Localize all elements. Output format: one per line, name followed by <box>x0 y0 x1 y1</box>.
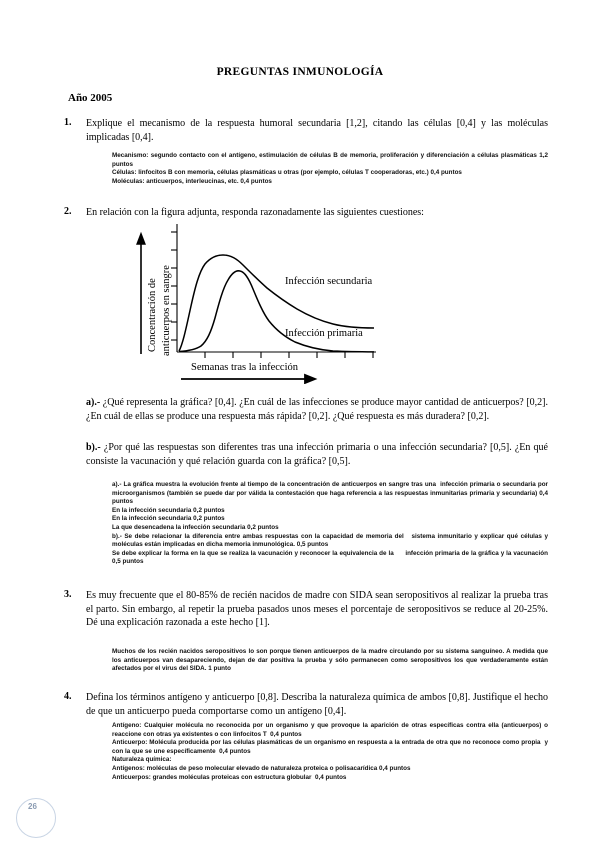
question-4 <box>64 691 548 718</box>
page-number-badge <box>16 798 56 838</box>
question-3-number: 3. <box>64 589 72 600</box>
question-2-part-a <box>86 396 548 423</box>
question-1-statement: Explique el mecanismo de la respuesta humoral secundaria [1,2], citando las células [0,4] y las moléculas implicadas [0,4]. <box>86 118 548 143</box>
question-2-part-b <box>86 441 548 468</box>
question-4-answer-key <box>112 722 548 782</box>
question-2-answer-key <box>112 481 548 567</box>
answer-line: Moléculas: anticuerpos, interleucinas, etc. 0,4 puntos <box>112 177 272 185</box>
y-axis-arrow <box>137 234 145 354</box>
question-2a-text: ¿Qué representa la gráfica? [0,4]. ¿En cuál de las infecciones se produce mayor cantidad de anticuerpos? [0,2]. ¿En cuál de ellas se produce una respuesta más rápida? [0,2]. ¿Qué respuesta es más duradera? [0,2]. <box>86 397 548 422</box>
answer-line: Antígeno: Cualquier molécula no reconocida por un organismo y que provoque la aparición de otras específicas contra ella (anticuerpos) o reaccione con otras ya existentes o con linfocitos T 0,4 puntos <box>112 722 550 738</box>
answer-line: Muchos de los recién nacidos seropositivos lo son porque tienen anticuerpos de la madre circulando por su sistema sanguíneo. A medida que los anticuerpos van desapareciendo, dejan de dar positiva la prueba y sólo permanecen como seropositivos los que verdaderamente están afectados por el virus del SIDA. 1 punto <box>112 648 550 673</box>
question-4-number: 4. <box>64 691 72 702</box>
x-axis-arrow <box>181 375 315 383</box>
question-1 <box>64 117 548 144</box>
answer-line: En la infección secundaria 0,2 puntos <box>112 506 225 514</box>
annotation-primary-infection: Infección primaria <box>285 328 363 339</box>
immune-response-chart <box>133 224 433 384</box>
question-2 <box>64 206 548 220</box>
question-2-number: 2. <box>64 206 72 217</box>
answer-line: Se debe explicar la forma en la que se realiza la vacunación y reconocer la equivalencia de la infección primaria de la gráfica y la vacunación 0,5 puntos <box>112 549 550 566</box>
answer-line: En la infección secundaria 0,2 puntos <box>112 515 225 523</box>
answer-line: Células: linfocitos B con memoria, células plasmáticas u otras (por ejemplo, células T cooperadoras, etc.) 0,4 puntos <box>112 169 462 177</box>
answer-line: Antígenos: moléculas de peso molecular elevado de naturaleza proteica o polisacarídica 0,4 puntos <box>112 764 411 772</box>
question-2a-label: a).- <box>86 397 101 408</box>
question-3-statement: Es muy frecuente que el 80-85% de recién nacidos de madre con SIDA sean seropositivos al realizar la prueba tras el parto. Sin embargo, al repetir la prueba pasados unos meses el porcentaje de seropositivos se reduce al 20-25%. Dé una explicación razonada a este hecho [1]. <box>86 590 548 628</box>
year-heading: Año 2005 <box>68 92 113 104</box>
y-axis-label-line1: Concentración de <box>147 278 158 352</box>
question-3 <box>64 589 548 630</box>
answer-line: Anticuerpos: grandes moléculas proteicas con estructura globular 0,4 puntos <box>112 773 347 781</box>
question-1-answer-key <box>112 152 548 186</box>
question-2b-label: b).- <box>86 442 101 453</box>
answer-line: a).- La gráfica muestra la evolución frente al tiempo de la concentración de anticuerpos en sangre tras una infección primaria o secundaria por microorganismos (también se puede dar por válida la contestación que haga referencia a las respuestas inmunitarias primaria y secundaria) 0,4 puntos <box>112 481 550 506</box>
question-3-answer-key <box>112 648 548 674</box>
question-4-statement: Defina los términos antígeno y anticuerpo [0,8]. Describa la naturaleza química de ambos [0,8]. Justifique el hecho de que un anticuerpo pueda comportarse como un antígeno [0,4]. <box>86 692 548 717</box>
x-axis-label: Semanas tras la infección <box>191 362 298 373</box>
answer-line: Anticuerpo: Molécula producida por las células plasmáticas de un organismo en respuesta a la entrada de otra que no reconoce como propia y con la que se une específicamente 0,4 puntos <box>112 739 550 755</box>
annotation-secondary-infection: Infección secundaria <box>285 276 373 287</box>
answer-line: Naturaleza química: <box>112 756 172 764</box>
question-2-statement: En relación con la figura adjunta, responda razonadamente las siguientes cuestiones: <box>86 207 424 218</box>
page-number: 26 <box>28 802 37 811</box>
y-axis-label-line2: anticuerpos en sangre <box>161 265 172 356</box>
answer-line: Mecanismo: segundo contacto con el antígeno, estimulación de células B de memoria, proliferación y diferenciación a células plasmáticas 1,2 puntos <box>112 152 550 168</box>
answer-line: La que desencadena la infección secundaria 0,2 puntos <box>112 523 279 531</box>
question-1-number: 1. <box>64 117 72 128</box>
page-title: PREGUNTAS INMUNOLOGÍA <box>216 66 384 78</box>
question-2b-text: ¿Por qué las respuestas son diferentes tras una infección primaria o una infección secundaria? [0,5]. ¿En qué consiste la vacunación y qué relación guarda con la gráfica? [0,5]. <box>86 442 548 467</box>
answer-line: b).- Se debe relacionar la diferencia entre ambas respuestas con la capacidad de memoria del sistema inmunitario y explicar qué células y moléculas están implicadas en dicha memoria inmunológica. 0,5 puntos <box>112 532 550 549</box>
